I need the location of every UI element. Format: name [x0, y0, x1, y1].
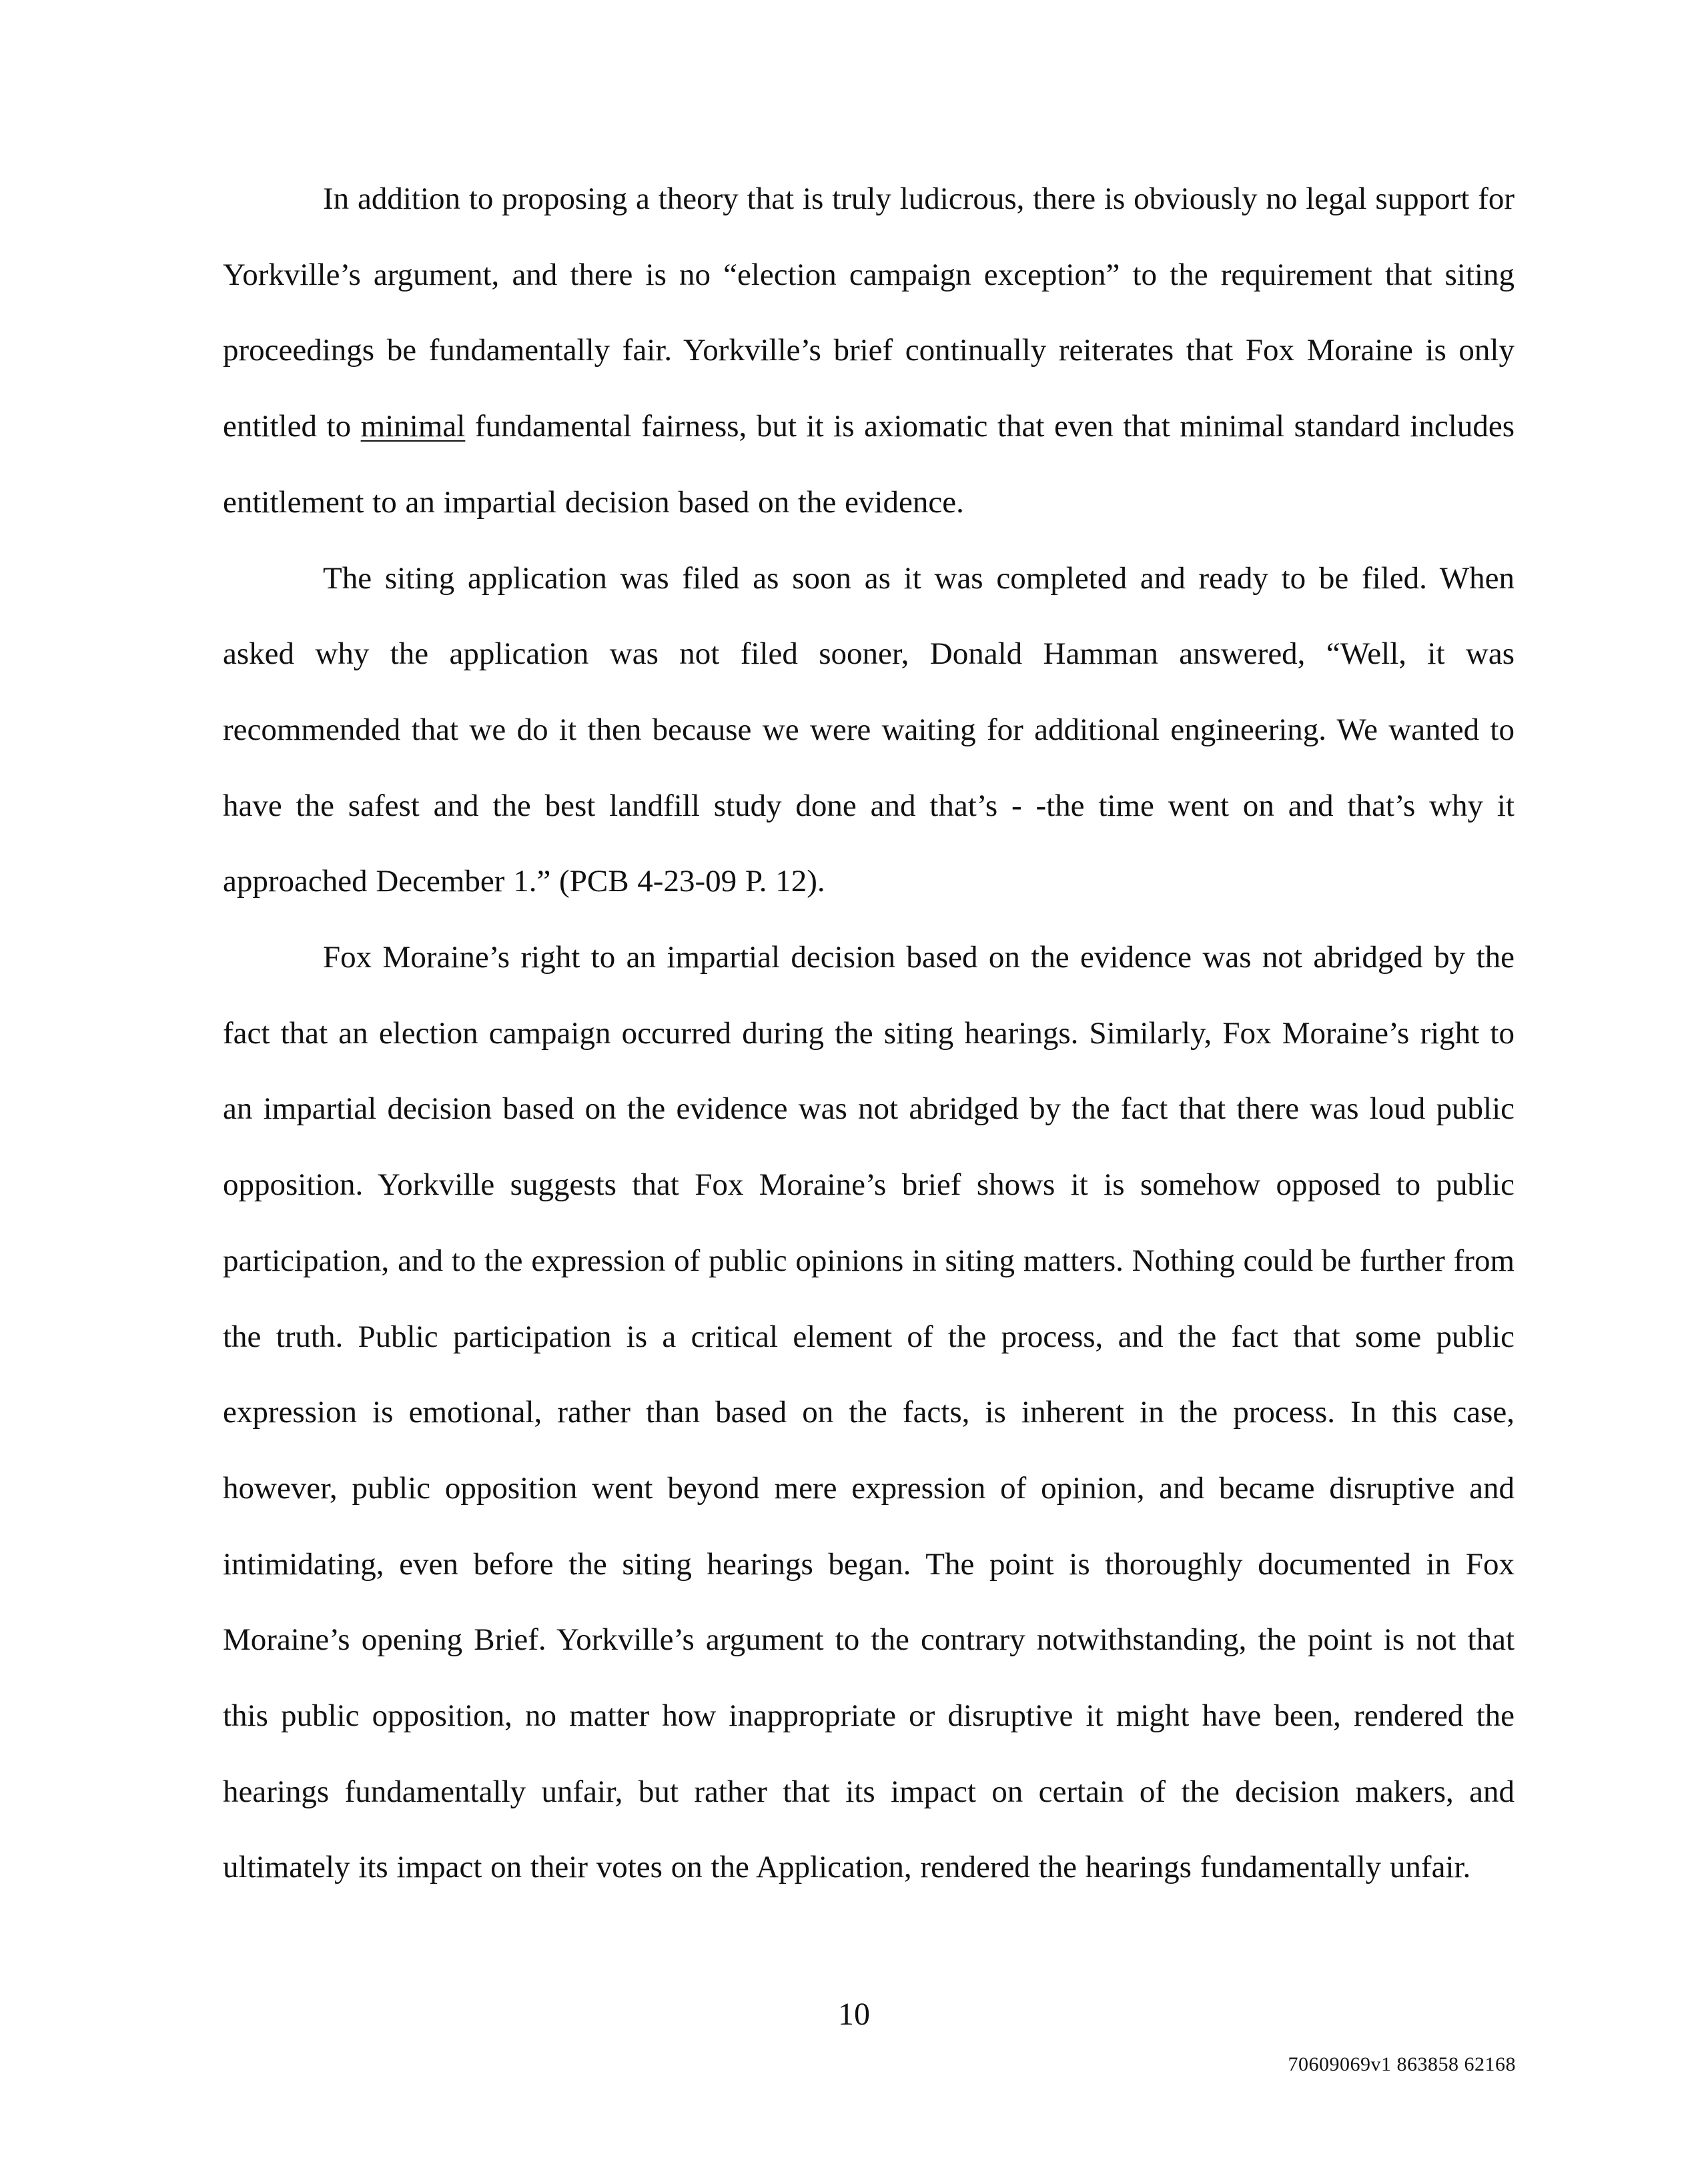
paragraph-2 [223, 541, 1515, 921]
paragraph-1 [223, 161, 1515, 541]
paragraph-3 [223, 920, 1515, 1906]
underlined-word-minimal: minimal [360, 409, 466, 444]
paragraph-2-text: The siting application was filed as soon as it was completed and ready to be filed. When asked why the application was not filed sooner, Donald Hamman answered, “Well, it was recommended that we do it then because we were waiting for additional engineering. We wanted to have the safest and the best landfill study done and that’s - -the time went on and that’s why it approached December 1.” (PCB 4-23-09 P. 12). [223, 560, 1515, 899]
page-number: 10 [838, 1997, 870, 2032]
paragraph-1-text-b: fundamental fairness, but it is axiomatic that even that minimal standard includes entitlement to an impartial decision based on the evidence. [223, 409, 1515, 520]
paragraph-3-text: Fox Moraine’s right to an impartial decision based on the evidence was not abridged by the fact that an election campaign occurred during the siting hearings. Similarly, Fox Moraine’s right to an impartial decision based on the evidence was not abridged by the fact that there was loud public opposition. Yorkville suggests that Fox Moraine’s brief shows it is somehow opposed to public participation, and to the expression of public opinions in siting matters. Nothing could be further from the truth. Public participation is a critical element of the process, and the fact that some public expression is emotional, rather than based on the facts, is inherent in the process. In this case, however, public opposition went beyond mere expression of opinion, and became disruptive and intimidating, even before the siting hearings began. The point is thoroughly documented in Fox Moraine’s opening Brief. Yorkville’s argument to the contrary notwithstanding, the point is not that this public opposition, no matter how inappropriate or disruptive it might have been, rendered the hearings fundamentally unfair, but rather that its impact on certain of the decision makers, and ultimately its impact on their votes on the Application, rendered the hearings fundamentally unfair. [223, 940, 1515, 1885]
document-id: 70609069v1 863858 62168 [1288, 2053, 1516, 2075]
document-body [223, 161, 1515, 1906]
paragraph-1-text-a: In addition to proposing a theory that is truly ludicrous, there is obviously no legal support for Yorkville’s argument, and there is no “election campaign exception” to the requirement that siting proceedings be fundamentally fair. Yorkville’s brief continually reiterates that Fox Moraine is only entitled to [223, 181, 1515, 444]
